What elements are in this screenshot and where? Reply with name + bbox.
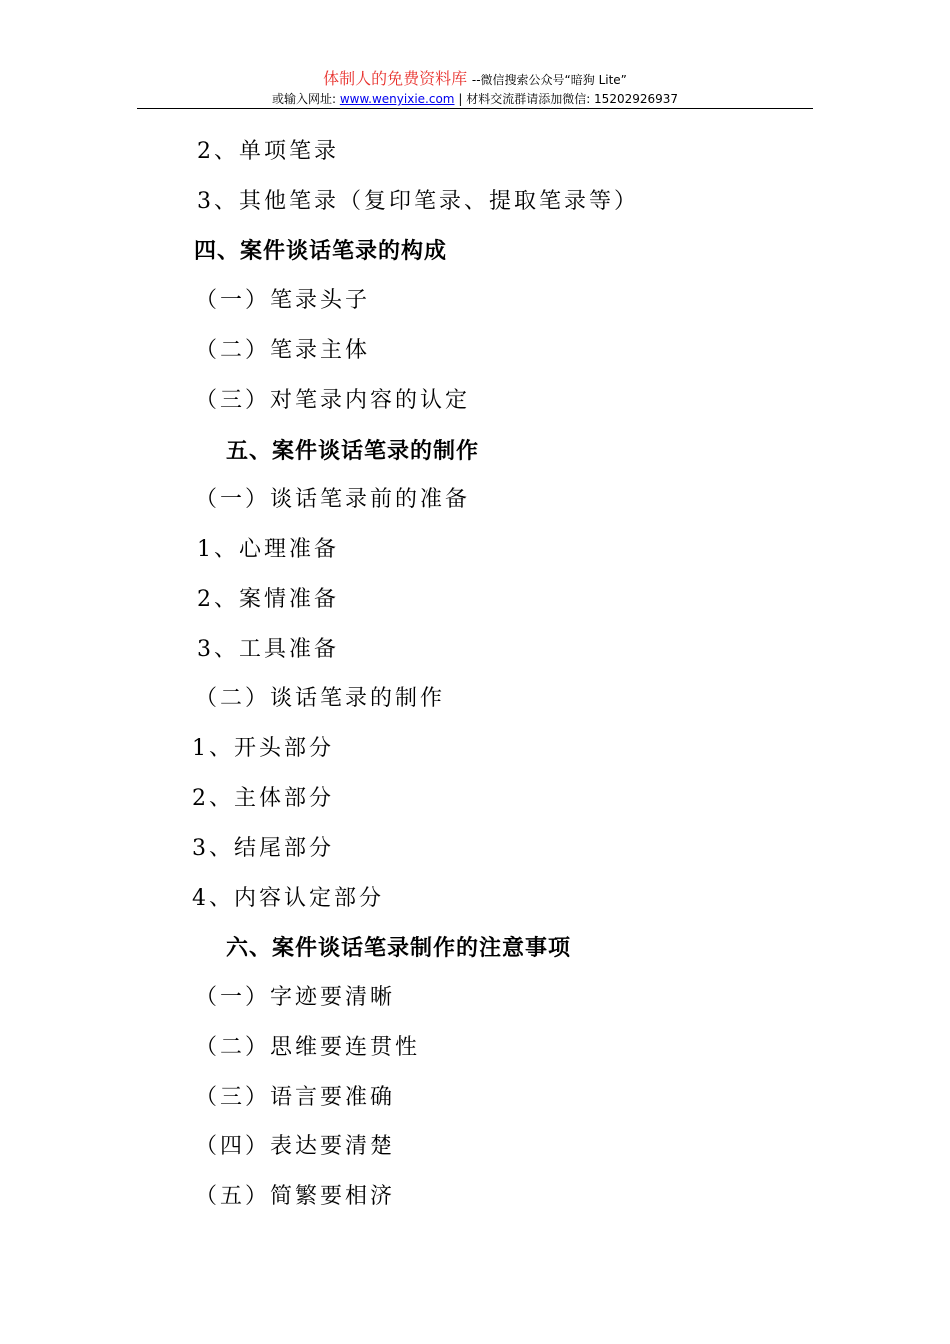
content-line: 1、心理准备 [197, 537, 339, 562]
content-line: 2、单项笔录 [197, 139, 339, 164]
header-url-link[interactable]: www.wenyixie.com [339, 92, 455, 106]
content-line: 3、结尾部分 [192, 836, 334, 861]
content-line: （四）表达要清楚 [195, 1134, 396, 1159]
content-line: 1、开头部分 [192, 736, 334, 761]
header-subtitle: --微信搜索公众号“暗狗 Lite” [471, 73, 627, 87]
content-line: 3、工具准备 [197, 637, 339, 662]
content-line: （一）谈话笔录前的准备 [195, 487, 471, 512]
content-line: （二）笔录主体 [195, 338, 371, 363]
section-heading: 五、案件谈话笔录的制作 [226, 438, 480, 464]
content-line: （五）简繁要相济 [195, 1184, 396, 1209]
content-line: 3、其他笔录（复印笔录、提取笔录等） [197, 189, 639, 214]
section-heading: 六、案件谈话笔录制作的注意事项 [226, 935, 572, 961]
header-brand: 体制人的免费资料库 [323, 69, 468, 88]
section-heading: 四、案件谈话笔录的构成 [194, 238, 448, 264]
content-line: （一）笔录头子 [195, 288, 371, 313]
header-title-line [0, 68, 950, 90]
content-line: （二）思维要连贯性 [195, 1035, 421, 1060]
content-line: 4、内容认定部分 [192, 886, 384, 911]
header-separator: | [458, 92, 463, 106]
content-line: （一）字迹要清晰 [195, 985, 396, 1010]
content-line: （三）对笔录内容的认定 [195, 388, 471, 413]
content-line: （二）谈话笔录的制作 [195, 686, 446, 711]
header-url-prefix: 或输入网址: [271, 92, 336, 106]
page-header [0, 68, 950, 108]
content-line: 2、案情准备 [197, 587, 339, 612]
header-divider [137, 108, 813, 109]
content-line: （三）语言要准确 [195, 1085, 396, 1110]
header-url-line [0, 90, 950, 108]
content-line: 2、主体部分 [192, 786, 334, 811]
header-contact: 材料交流群请添加微信: 15202926937 [466, 92, 679, 106]
